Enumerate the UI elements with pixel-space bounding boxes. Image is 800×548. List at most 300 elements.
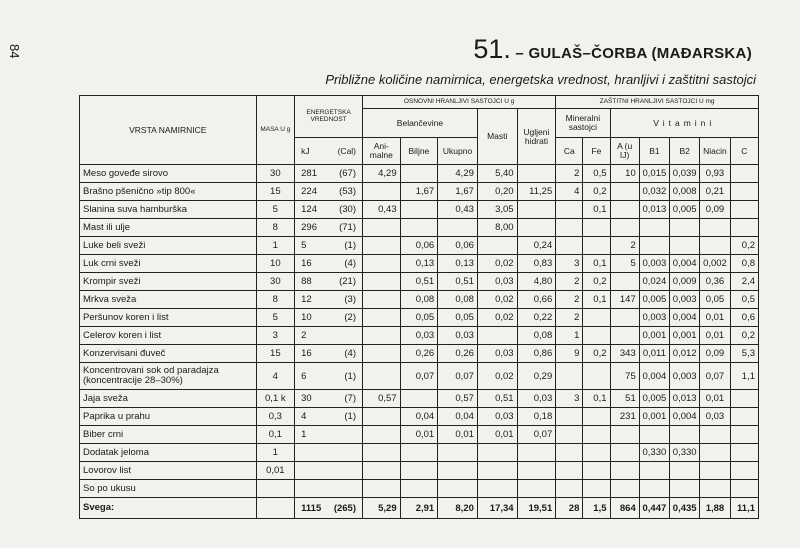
cell-vit-c — [730, 426, 758, 444]
recipe-number: 51. — [473, 34, 511, 64]
cell-ukupno: 0,43 — [438, 201, 478, 219]
cell-masti — [477, 462, 517, 480]
cell-biljne — [400, 390, 438, 408]
cell-masa: 1 — [256, 237, 295, 255]
cell-vit-a: 343 — [610, 345, 639, 363]
cell-biljne: 1,67 — [400, 183, 438, 201]
cell-energy — [295, 273, 363, 291]
cell-niacin — [700, 426, 730, 444]
header-animalne: Ani-malne — [363, 138, 401, 165]
cell-niacin: 0,05 — [700, 291, 730, 309]
cell-b2: 0,001 — [670, 327, 700, 345]
cell-fe — [583, 363, 610, 390]
cell-b2 — [670, 480, 700, 498]
cell-ukupno: 0,08 — [438, 291, 478, 309]
cell-ukupno — [438, 480, 478, 498]
cell-ugljeni — [517, 462, 556, 480]
cell-niacin: 0,93 — [700, 165, 730, 183]
cell-b2: 0,004 — [670, 309, 700, 327]
cell-energy — [295, 480, 363, 498]
cell-name: Peršunov koren i list — [80, 309, 257, 327]
cell-niacin — [700, 480, 730, 498]
cell-energy — [295, 255, 363, 273]
cell-name: Meso goveđe sirovo — [80, 165, 257, 183]
cell-b1: 0,004 — [639, 363, 669, 390]
table-row — [80, 237, 759, 255]
cell-vit-c — [730, 408, 758, 426]
cell-ugljeni: 0,66 — [517, 291, 556, 309]
table-row — [80, 183, 759, 201]
cell-b1: 0,032 — [639, 183, 669, 201]
cell-energy — [295, 426, 363, 444]
cell-fe — [583, 219, 610, 237]
cell-fe — [583, 309, 610, 327]
cell-masa: 4 — [256, 363, 295, 390]
cell-vit-a — [610, 444, 639, 462]
cell-masa — [256, 498, 295, 519]
cell-name: Krompir sveži — [80, 273, 257, 291]
table-row — [80, 201, 759, 219]
cell-niacin: 1,88 — [700, 498, 730, 519]
cell-vit-c — [730, 183, 758, 201]
cell-b1: 0,447 — [639, 498, 669, 519]
cell-ugljeni: 0,24 — [517, 237, 556, 255]
cell-ca — [556, 408, 583, 426]
table-row — [80, 165, 759, 183]
cell-b1 — [639, 462, 669, 480]
cell-vit-c: 2,4 — [730, 273, 758, 291]
cell-name: Mast ili ulje — [80, 219, 257, 237]
cell-vit-c: 0,2 — [730, 237, 758, 255]
cell-ukupno: 0,51 — [438, 273, 478, 291]
cell-masa: 30 — [256, 273, 295, 291]
cell-ugljeni — [517, 480, 556, 498]
recipe-title — [473, 34, 752, 65]
cell-masa: 0,1 — [256, 426, 295, 444]
cell-energy — [295, 462, 363, 480]
cell-ukupno: 0,05 — [438, 309, 478, 327]
cell-b2: 0,004 — [670, 408, 700, 426]
cell-vit-a: 10 — [610, 165, 639, 183]
cell-fe: 0,5 — [583, 165, 610, 183]
cell-fe — [583, 462, 610, 480]
cell-vit-a — [610, 462, 639, 480]
table-row — [80, 390, 759, 408]
table-subtitle: Približne količine namirnica, energetska vrednost, hranljivi i zaštitni sastojci — [325, 72, 756, 87]
cell-b2: 0,005 — [670, 201, 700, 219]
cell-ukupno: 0,06 — [438, 237, 478, 255]
cell-biljne — [400, 444, 438, 462]
cell-kj: 10 — [301, 312, 312, 323]
cell-b1: 0,024 — [639, 273, 669, 291]
cell-b1: 0,003 — [639, 255, 669, 273]
cell-b1: 0,330 — [639, 444, 669, 462]
header-b2: B2 — [670, 138, 700, 165]
header-masti: Masti — [477, 109, 517, 165]
cell-b2: 0,435 — [670, 498, 700, 519]
cell-masa: 30 — [256, 165, 295, 183]
cell-b2 — [670, 237, 700, 255]
cell-b2: 0,003 — [670, 291, 700, 309]
cell-fe — [583, 426, 610, 444]
table-row — [80, 327, 759, 345]
cell-ca: 3 — [556, 255, 583, 273]
cell-ugljeni: 0,29 — [517, 363, 556, 390]
cell-kj: 12 — [301, 294, 312, 305]
cell-energy — [295, 219, 363, 237]
table-row — [80, 363, 759, 390]
cell-name: Paprika u prahu — [80, 408, 257, 426]
cell-biljne — [400, 165, 438, 183]
cell-ukupno: 0,07 — [438, 363, 478, 390]
cell-b2: 0,013 — [670, 390, 700, 408]
cell-vit-a — [610, 480, 639, 498]
cell-b1: 0,003 — [639, 309, 669, 327]
cell-animalne — [363, 462, 401, 480]
cell-kj: 4 — [301, 411, 307, 422]
cell-name: Luke beli sveži — [80, 237, 257, 255]
cell-vit-c — [730, 444, 758, 462]
cell-niacin — [700, 444, 730, 462]
cell-energy — [295, 408, 363, 426]
header-biljne: Biljne — [400, 138, 438, 165]
cell-masti: 8,00 — [477, 219, 517, 237]
cell-b2: 0,012 — [670, 345, 700, 363]
table-row — [80, 309, 759, 327]
cell-b1: 0,013 — [639, 201, 669, 219]
cell-vit-c — [730, 219, 758, 237]
cell-b2: 0,009 — [670, 273, 700, 291]
cell-vit-c — [730, 165, 758, 183]
cell-cal: (1) — [344, 411, 357, 422]
cell-vit-a: 147 — [610, 291, 639, 309]
cell-animalne — [363, 219, 401, 237]
table-body — [80, 165, 759, 519]
cell-kj: 88 — [301, 276, 312, 287]
cell-name: Konzervisani đuveč — [80, 345, 257, 363]
cell-masa — [256, 480, 295, 498]
cell-masti: 17,34 — [477, 498, 517, 519]
cell-energy — [295, 498, 363, 519]
cell-kj: 16 — [301, 348, 312, 359]
cell-cal: (4) — [344, 348, 357, 359]
table-row — [80, 462, 759, 480]
cell-energy — [295, 327, 363, 345]
cell-ugljeni: 0,22 — [517, 309, 556, 327]
cell-b1 — [639, 219, 669, 237]
header-vrsta: VRSTA NAMIRNICE — [80, 96, 257, 165]
nutrition-table — [79, 95, 759, 519]
cell-animalne — [363, 255, 401, 273]
header-belancevine: Belančevine — [363, 109, 478, 138]
cell-animalne: 5,29 — [363, 498, 401, 519]
cell-ca: 3 — [556, 390, 583, 408]
cell-vit-c: 0,5 — [730, 291, 758, 309]
cell-fe — [583, 408, 610, 426]
cell-masti: 0,03 — [477, 345, 517, 363]
cell-niacin — [700, 237, 730, 255]
cell-cal: (3) — [344, 294, 357, 305]
cell-niacin: 0,01 — [700, 309, 730, 327]
cell-b2 — [670, 462, 700, 480]
cell-b2: 0,004 — [670, 255, 700, 273]
cell-ukupno — [438, 219, 478, 237]
cell-cal: (1) — [344, 370, 357, 382]
cell-biljne: 0,51 — [400, 273, 438, 291]
cell-vit-a: 51 — [610, 390, 639, 408]
cell-b2: 0,008 — [670, 183, 700, 201]
cell-kj: 124 — [301, 204, 317, 215]
cell-vit-a — [610, 219, 639, 237]
cell-animalne — [363, 309, 401, 327]
cell-cal: (21) — [339, 276, 357, 287]
cell-animalne — [363, 345, 401, 363]
cell-b1 — [639, 237, 669, 255]
cell-biljne: 0,08 — [400, 291, 438, 309]
cell-ca — [556, 363, 583, 390]
cell-masa: 5 — [256, 201, 295, 219]
cell-b2 — [670, 426, 700, 444]
cell-ca — [556, 219, 583, 237]
cell-vit-c: 0,2 — [730, 327, 758, 345]
cell-energy — [295, 183, 363, 201]
cell-ca — [556, 444, 583, 462]
cell-cal: (265) — [333, 502, 357, 514]
table-row — [80, 408, 759, 426]
header-niacin: Niacin — [700, 138, 730, 165]
cell-ugljeni: 0,03 — [517, 390, 556, 408]
cell-ukupno: 0,13 — [438, 255, 478, 273]
cell-vit-a: 5 — [610, 255, 639, 273]
cell-vit-a — [610, 273, 639, 291]
cell-fe: 1,5 — [583, 498, 610, 519]
header-energetska: ENERGETSKA VREDNOST — [295, 96, 363, 138]
cell-energy — [295, 390, 363, 408]
cell-b1: 0,005 — [639, 390, 669, 408]
cell-vit-c: 0,8 — [730, 255, 758, 273]
cell-animalne — [363, 327, 401, 345]
cell-fe: 0,1 — [583, 390, 610, 408]
cell-biljne — [400, 480, 438, 498]
cell-masti: 0,02 — [477, 363, 517, 390]
cell-masa: 0,1 k — [256, 390, 295, 408]
cell-vit-a — [610, 201, 639, 219]
cell-fe — [583, 327, 610, 345]
cell-vit-a: 2 — [610, 237, 639, 255]
cell-cal: (1) — [344, 240, 357, 251]
header-masa: MASA U g — [256, 96, 295, 165]
cell-kj: 281 — [301, 168, 317, 179]
cell-niacin: 0,09 — [700, 345, 730, 363]
cell-ukupno: 0,57 — [438, 390, 478, 408]
cell-name: So po ukusu — [80, 480, 257, 498]
cell-fe: 0,1 — [583, 291, 610, 309]
cell-b2 — [670, 219, 700, 237]
cell-cal: (67) — [339, 168, 357, 179]
cell-ca: 1 — [556, 327, 583, 345]
cell-vit-a — [610, 327, 639, 345]
header-mineralni: Mineralni sastojci — [556, 109, 610, 138]
header-ca: Ca — [556, 138, 583, 165]
cell-energy — [295, 363, 363, 390]
cell-masti: 0,03 — [477, 408, 517, 426]
cell-ugljeni — [517, 444, 556, 462]
cell-kj: 1 — [301, 429, 307, 440]
table-row — [80, 345, 759, 363]
cell-vit-c — [730, 480, 758, 498]
cell-ukupno: 1,67 — [438, 183, 478, 201]
header-ukupno: Ukupno — [438, 138, 478, 165]
cell-vit-a — [610, 426, 639, 444]
cell-masa: 8 — [256, 219, 295, 237]
cell-ca — [556, 237, 583, 255]
cell-kj: 5 — [301, 240, 307, 251]
cell-biljne: 0,13 — [400, 255, 438, 273]
cell-masti: 0,01 — [477, 426, 517, 444]
cell-masti: 0,03 — [477, 273, 517, 291]
cell-niacin — [700, 219, 730, 237]
cell-b2: 0,330 — [670, 444, 700, 462]
cell-name: Biber crni — [80, 426, 257, 444]
cell-masti: 0,02 — [477, 309, 517, 327]
table-row — [80, 426, 759, 444]
cell-name: Luk crni sveži — [80, 255, 257, 273]
cell-vit-c — [730, 462, 758, 480]
cell-masti: 5,40 — [477, 165, 517, 183]
cell-fe: 0,1 — [583, 255, 610, 273]
table-row — [80, 255, 759, 273]
cell-niacin: 0,07 — [700, 363, 730, 390]
cell-masa: 0,01 — [256, 462, 295, 480]
cell-ugljeni: 0,18 — [517, 408, 556, 426]
table-row — [80, 219, 759, 237]
cell-masti — [477, 327, 517, 345]
cell-vit-c: 5,3 — [730, 345, 758, 363]
cell-vit-c: 1,1 — [730, 363, 758, 390]
cell-niacin: 0,01 — [700, 390, 730, 408]
cell-b2: 0,039 — [670, 165, 700, 183]
cell-kj: 30 — [301, 393, 312, 404]
cell-fe: 0,2 — [583, 183, 610, 201]
cell-ugljeni: 11,25 — [517, 183, 556, 201]
cell-b1 — [639, 480, 669, 498]
cell-fe — [583, 444, 610, 462]
cell-ca: 4 — [556, 183, 583, 201]
cell-ugljeni: 0,83 — [517, 255, 556, 273]
cell-ca: 2 — [556, 165, 583, 183]
cell-ugljeni: 19,51 — [517, 498, 556, 519]
table-header — [80, 96, 759, 165]
cell-ukupno: 0,04 — [438, 408, 478, 426]
header-vit-c: C — [730, 138, 758, 165]
cell-cal: (4) — [344, 258, 357, 269]
cell-fe: 0,1 — [583, 201, 610, 219]
cell-ugljeni: 0,86 — [517, 345, 556, 363]
cell-animalne: 4,29 — [363, 165, 401, 183]
cell-name: Celerov koren i list — [80, 327, 257, 345]
cell-ukupno: 0,26 — [438, 345, 478, 363]
header-ugljeni: Ugljeni hidrati — [517, 109, 556, 165]
cell-vit-c — [730, 390, 758, 408]
cell-name: Svega: — [80, 498, 257, 519]
cell-b1: 0,001 — [639, 327, 669, 345]
cell-ca — [556, 426, 583, 444]
header-fe: Fe — [583, 138, 610, 165]
cell-animalne — [363, 408, 401, 426]
cell-cal: (30) — [339, 204, 357, 215]
cell-biljne: 0,03 — [400, 327, 438, 345]
cell-animalne — [363, 480, 401, 498]
cell-ukupno: 0,01 — [438, 426, 478, 444]
cell-kj: 2 — [301, 330, 307, 341]
cell-masti: 0,02 — [477, 291, 517, 309]
header-cal: (Cal) — [337, 145, 357, 156]
cell-masa: 10 — [256, 255, 295, 273]
cell-biljne: 2,91 — [400, 498, 438, 519]
cell-cal: (53) — [339, 186, 357, 197]
header-zastitni: ZAŠTITNI HRANLJIVI SASTOJCI U mg — [556, 96, 759, 109]
cell-b1: 0,015 — [639, 165, 669, 183]
cell-ca: 28 — [556, 498, 583, 519]
cell-biljne — [400, 462, 438, 480]
cell-fe — [583, 237, 610, 255]
cell-kj: 1115 — [301, 502, 322, 514]
cell-b1: 0,011 — [639, 345, 669, 363]
cell-cal: (71) — [339, 222, 357, 233]
cell-vit-a: 75 — [610, 363, 639, 390]
cell-masa: 15 — [256, 183, 295, 201]
recipe-name: – GULAŠ–ČORBA (MAĐARSKA) — [515, 45, 752, 62]
cell-cal: (7) — [344, 393, 357, 404]
cell-masti: 3,05 — [477, 201, 517, 219]
cell-masti — [477, 444, 517, 462]
cell-energy — [295, 309, 363, 327]
cell-masti: 0,20 — [477, 183, 517, 201]
cell-ugljeni: 4,80 — [517, 273, 556, 291]
cell-name: Lovorov list — [80, 462, 257, 480]
cell-fe: 0,2 — [583, 273, 610, 291]
table-row — [80, 291, 759, 309]
table-row — [80, 480, 759, 498]
cell-ugljeni — [517, 165, 556, 183]
cell-niacin: 0,002 — [700, 255, 730, 273]
cell-niacin: 0,03 — [700, 408, 730, 426]
cell-kj: 6 — [301, 370, 307, 382]
cell-niacin: 0,36 — [700, 273, 730, 291]
cell-masti: 0,51 — [477, 390, 517, 408]
cell-ugljeni: 0,08 — [517, 327, 556, 345]
cell-vit-a — [610, 309, 639, 327]
cell-ca: 2 — [556, 273, 583, 291]
cell-name: Slanina suva hamburška — [80, 201, 257, 219]
cell-energy — [295, 237, 363, 255]
cell-vit-c: 0,6 — [730, 309, 758, 327]
cell-niacin: 0,21 — [700, 183, 730, 201]
cell-vit-a: 231 — [610, 408, 639, 426]
header-vitamini: Vitamini — [610, 109, 758, 138]
cell-biljne: 0,01 — [400, 426, 438, 444]
cell-fe — [583, 480, 610, 498]
cell-ca — [556, 462, 583, 480]
cell-vit-a — [610, 183, 639, 201]
cell-ca — [556, 480, 583, 498]
cell-energy — [295, 201, 363, 219]
cell-masa: 5 — [256, 309, 295, 327]
cell-biljne — [400, 219, 438, 237]
cell-energy — [295, 345, 363, 363]
cell-ugljeni: 0,07 — [517, 426, 556, 444]
total-row — [80, 498, 759, 519]
